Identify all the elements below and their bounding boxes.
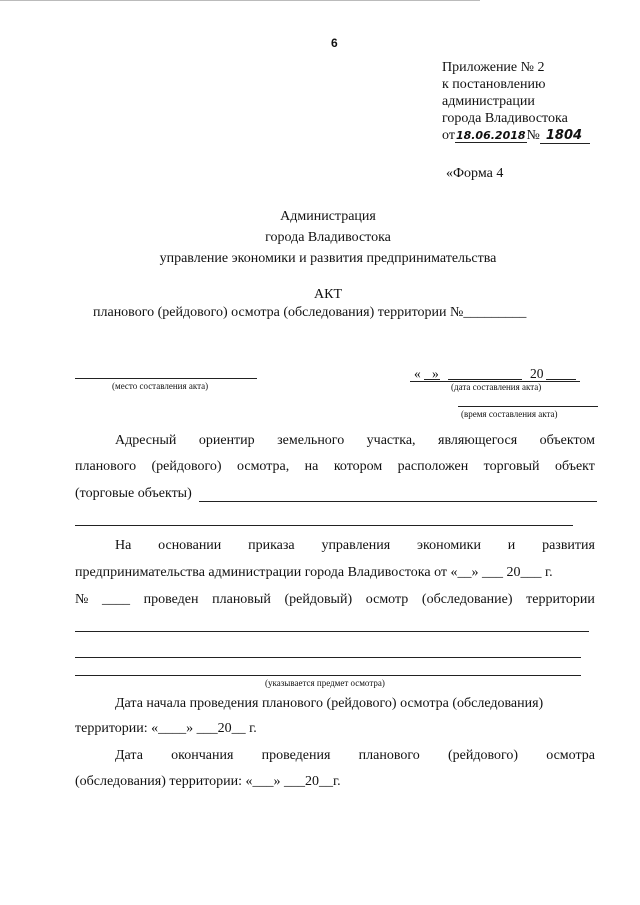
appendix-line1: Приложение № 2 (442, 60, 545, 75)
time-caption: (время составления акта) (461, 409, 558, 419)
word: осмотра (546, 748, 595, 763)
subject-caption: (указывается предмет осмотра) (265, 678, 385, 688)
para2-line2: предпринимательства администрации города Владивостока от «__» ___ 20___ г. (75, 565, 553, 580)
word: экономики (417, 538, 481, 553)
year-line (546, 379, 576, 380)
word: основании (158, 538, 222, 553)
word: осмотр (365, 592, 409, 607)
word: расположен (397, 459, 469, 474)
para2-line1 (115, 538, 595, 554)
page-number: 6 (331, 36, 338, 50)
objects-line (199, 501, 597, 502)
word: приказа (248, 538, 295, 553)
word: котором (333, 459, 383, 474)
appendix-line4: города Владивостока (442, 111, 568, 126)
year-prefix: 20 (530, 366, 544, 381)
word: объектом (539, 433, 595, 448)
word: На (115, 538, 132, 553)
word: проведен (143, 592, 199, 607)
date-caption: (дата составления акта) (451, 382, 542, 392)
word: (рейдового) (151, 459, 222, 474)
no-prefix: № (526, 128, 540, 143)
month-line (448, 379, 522, 380)
word: (рейдового) (447, 748, 519, 763)
subject-line-3 (75, 675, 581, 676)
word: планового (358, 748, 420, 763)
date-close-quote: » (432, 366, 439, 381)
word: на (304, 459, 319, 474)
time-line (458, 406, 598, 407)
place-caption: (место составления акта) (112, 381, 209, 391)
para1-line1 (115, 433, 595, 449)
word: развития (542, 538, 595, 553)
word: ____ (101, 592, 130, 607)
word: ориентир (198, 433, 255, 448)
para4-line1 (115, 748, 595, 764)
word: планового (75, 459, 137, 474)
para3-line2: территории: «____» ___20__ г. (75, 721, 257, 736)
date-open-quote: « (414, 366, 421, 381)
header-line1: Администрация (280, 209, 376, 224)
word: Адресный (115, 433, 177, 448)
act-subtitle: планового (рейдового) осмотра (обследования) территории №_________ (93, 305, 527, 320)
appendix-date-line (442, 128, 590, 144)
appendix-line3: администрации (442, 94, 535, 109)
para4-line2: (обследования) территории: «___» ___20__г. (75, 774, 341, 789)
word: проведения (261, 748, 331, 763)
from-prefix: от (442, 128, 455, 143)
appendix-line2: к постановлению (442, 77, 546, 92)
para3-line1: Дата начала проведения планового (рейдового) осмотра (обследования) (115, 696, 544, 711)
word: осмотра, (237, 459, 290, 474)
header-line2: города Владивостока (265, 230, 391, 245)
para1-line2 (75, 459, 595, 475)
scan-edge-line (0, 0, 480, 1)
subject-line-2 (75, 657, 581, 658)
word: торговый (483, 459, 540, 474)
word: плановый (212, 592, 271, 607)
objects-line-2 (75, 525, 573, 526)
word: (обследование) (421, 592, 513, 607)
act-title: АКТ (314, 287, 342, 302)
word: территории (526, 592, 595, 607)
handwritten-number: 1804 (540, 128, 590, 144)
para2-line3 (75, 592, 595, 608)
header-line3: управление экономики и развития предпринимательства (159, 251, 497, 266)
word: земельного (277, 433, 345, 448)
word: (рейдовый) (284, 592, 353, 607)
word: и (507, 538, 516, 553)
place-line (75, 378, 257, 379)
word: окончания (171, 748, 234, 763)
form-label: «Форма 4 (446, 166, 504, 181)
word: № (75, 592, 89, 607)
word: участка, (366, 433, 416, 448)
word: являющегося (438, 433, 518, 448)
word: объект (554, 459, 595, 474)
subject-line-1 (75, 631, 589, 632)
word: Дата (115, 748, 143, 763)
handwritten-date: 18.06.2018 (455, 129, 526, 142)
word: управления (321, 538, 391, 553)
para1-line3: (торговые объекты) (75, 486, 192, 501)
